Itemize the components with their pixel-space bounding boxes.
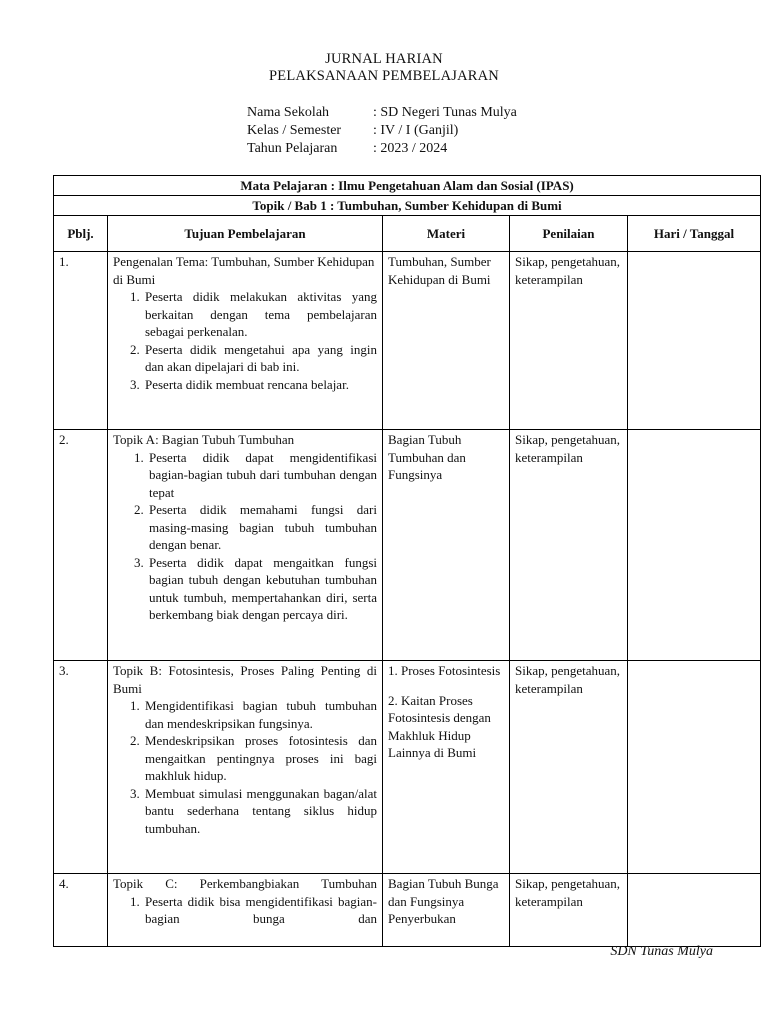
table-row [54,874,761,947]
column-header: Tujuan Pembelajaran [108,216,383,252]
column-header: Hari / Tanggal [628,216,761,252]
meta-row-class [247,122,517,140]
tujuan-item: 3. Membuat simulasi menggunakan bagan/alat bantu sederhana tentang siklus hidup tumbuhan. [143,785,377,838]
column-header: Penilaian [510,216,628,252]
table-row [54,661,761,874]
tujuan-item: 1. Peserta didik melakukan aktivitas yang berkaitan dengan tema pembelajaran sebagai perkenalan. [143,288,377,341]
materi-clip [388,875,504,945]
document-subtitle: PELAKSANAAN PEMBELAJARAN [269,68,499,84]
tujuan-item: 2. Peserta didik mengetahui apa yang ingin dan akan dipelajari di bab ini. [143,341,377,376]
tujuan-list [113,449,377,624]
meta-value: : 2023 / 2024 [373,141,448,156]
materi-text: Tumbuhan, Sumber Kehidupan di Bumi [388,254,491,287]
row-number: 2. [54,430,108,661]
tujuan-cell [108,252,383,430]
penilaian-cell: Sikap, pengetahuan, keterampilan [510,661,628,874]
tujuan-item: 3. Peserta didik membuat rencana belajar. [143,376,377,394]
column-header: Materi [383,216,510,252]
materi-cell [383,430,510,661]
tanggal-cell[interactable] [628,430,761,661]
school-info [247,104,517,158]
penilaian-cell: Sikap, pengetahuan, keterampilan [510,430,628,661]
tujuan-clip [113,875,377,945]
tanggal-cell[interactable] [628,661,761,874]
tujuan-item: 1. Peserta didik dapat mengidentifikasi bagian-bagian tubuh dari tumbuhan dengan tepat [147,449,377,502]
penilaian-cell: Sikap, pengetahuan, keterampilan [510,252,628,430]
materi-text: Bagian Tubuh Tumbuhan dan Fungsinya [388,432,466,482]
meta-label: Tahun Pelajaran [247,141,338,156]
subject-header: Mata Pelajaran : Ilmu Pengetahuan Alam dan Sosial (IPAS) [54,176,761,196]
tujuan-cell [108,430,383,661]
tujuan-item: 2. Peserta didik memahami fungsi dari masing-masing bagian tubuh tumbuhan dengan benar. [147,501,377,554]
tujuan-cell [108,874,383,947]
row-number: 4. [54,874,108,947]
tujuan-item: 3. Peserta didik dapat mengaitkan fungsi bagian tubuh dengan kebutuhan tumbuhan untuk tumbuh, mempertahankan diri, serta berkembang biak dengan percaya diri. [147,554,377,624]
column-header-row [54,216,761,252]
penilaian-cell: Sikap, pengetahuan, keterampilan [510,874,628,947]
meta-row-school [247,104,517,122]
document-title: JURNAL HARIAN [325,51,443,67]
meta-value: : IV / I (Ganjil) [373,123,459,138]
meta-value: : SD Negeri Tunas Mulya [373,105,517,120]
meta-label: Nama Sekolah [247,105,330,120]
materi-cell [383,252,510,430]
row-number: 3. [54,661,108,874]
table-row [54,252,761,430]
meta-row-year [247,140,517,158]
journal-table [53,175,761,947]
materi-text: 1. Proses Fotosintesis [388,663,501,678]
tujuan-intro-text: Topik C: Perkembangbiakan Tumbuhan [113,876,377,891]
tujuan-intro: Pengenalan Tema: Tumbuhan, Sumber Kehidupan di Bumi [113,254,375,287]
table-row [54,430,761,661]
materi-text: 2. Kaitan Proses Fotosintesis dengan Makhluk Hidup Lainnya di Bumi [388,692,491,760]
tujuan-list [113,288,377,393]
tujuan-list [113,697,377,837]
tanggal-cell[interactable] [628,874,761,947]
tujuan-list [113,893,377,928]
tanggal-cell[interactable] [628,252,761,430]
meta-label: Kelas / Semester [247,123,342,138]
column-header: Pblj. [54,216,108,252]
materi-spacer [388,680,504,692]
tujuan-item: 1. Peserta didik bisa mengidentifikasi bagian-bagian bunga dan [143,893,377,928]
tujuan-intro: Topik A: Bagian Tubuh Tumbuhan [113,432,295,447]
tujuan-cell [108,661,383,874]
materi-cell [383,661,510,874]
footer-school-name: SDN Tunas Mulya [610,944,713,959]
materi-text: Bagian Tubuh Bunga dan Fungsinya Penyerbukan [388,876,499,926]
topic-header: Topik / Bab 1 : Tumbuhan, Sumber Kehidupan di Bumi [54,196,761,216]
tujuan-item: 1. Mengidentifikasi bagian tubuh tumbuhan dan mendeskripsikan fungsinya. [143,697,377,732]
tujuan-intro: Topik B: Fotosintesis, Proses Paling Penting di Bumi [113,663,377,696]
materi-cell [383,874,510,947]
row-number: 1. [54,252,108,430]
tujuan-item: 2. Mendeskripsikan proses fotosintesis dan mengaitkan pentingnya proses ini bagi makhluk hidup. [143,732,377,785]
tujuan-intro [113,875,377,893]
